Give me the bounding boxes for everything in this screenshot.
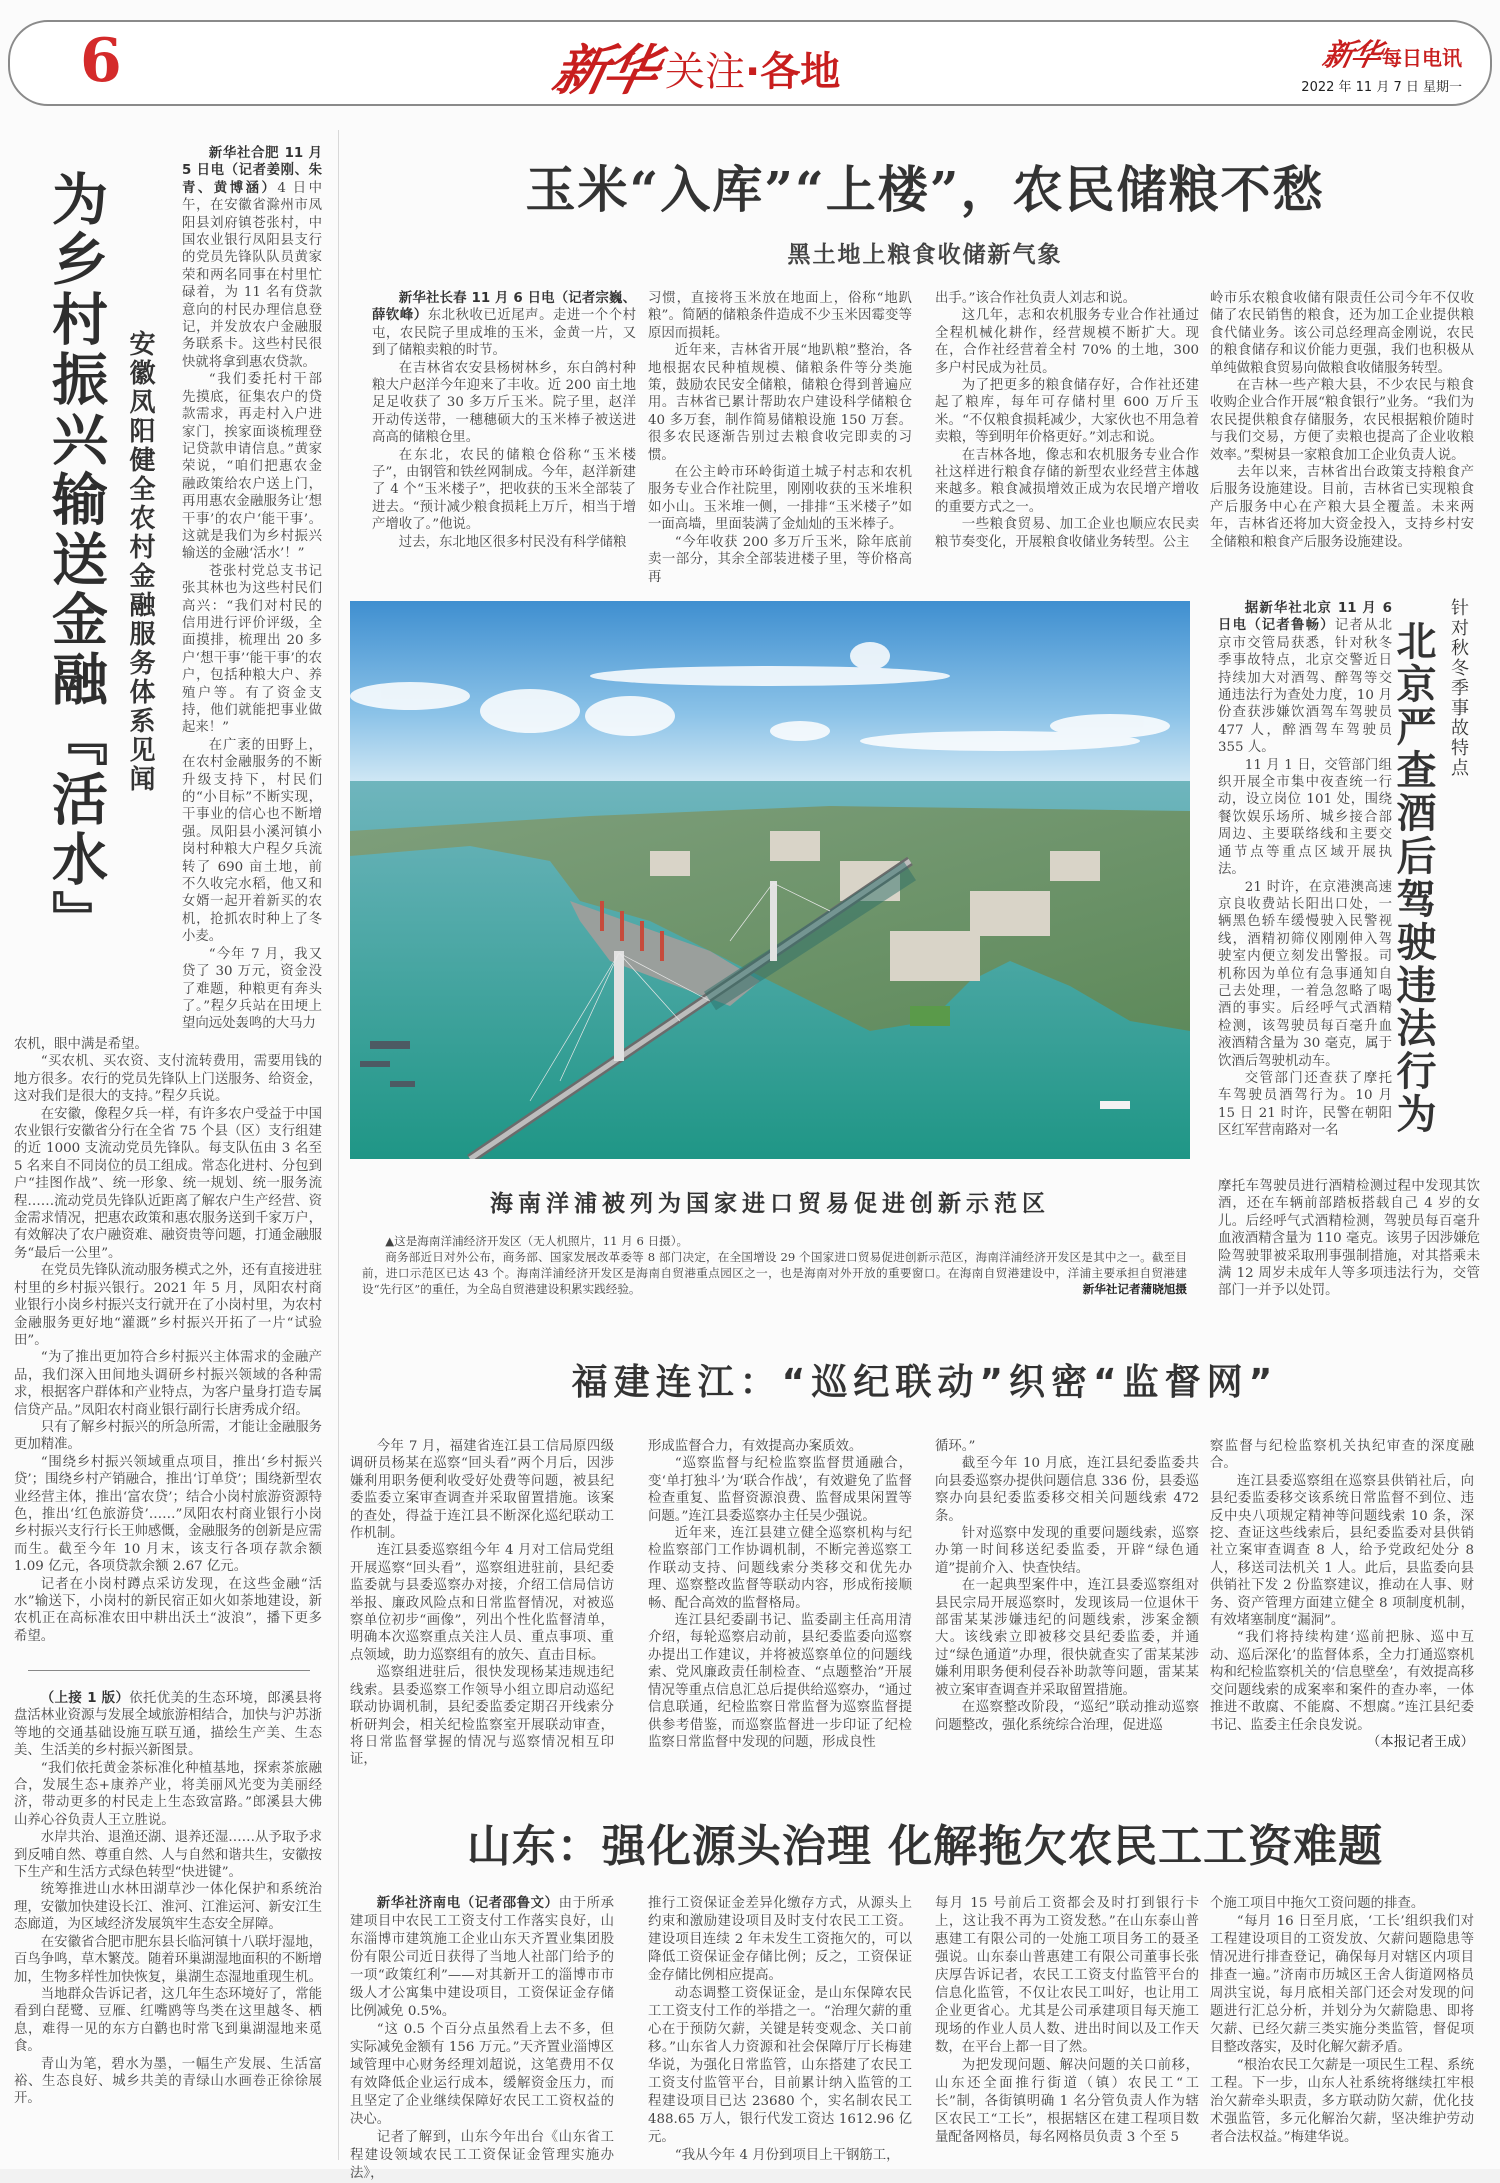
- article-beijing-body-narrow: 据新华社北京 11 月 6 日电（记者鲁畅）记者从北京市交管局获悉，针对秋冬季事故特点，北京交警近日持续加大对酒驾、醉驾等交通违法行为查处力度，10 月份查获涉嫌饮酒驾车驾驶员 477 人，醉酒驾车驾驶员 355 人。 11 月 1 日，交管部门组织开展全市集中夜查统一行动，设立岗位 101 处，围绕餐饮娱乐场所、城乡接合部周边、主要联络线和主要交通节点等重点区域开展执法。 21 时许，在京港澳高速京良收费站长阳出口处，一辆黑色轿车缓慢驶入民警视线，酒精初筛仪刚刚伸入驾驶室内便立刻发出警报。司机称因为单位有急事通知自己去处理，一着急忽略了喝酒的事实。后经呼气式酒精检测，该驾驶员每百毫升血液酒精含量为 30 毫克，属于饮酒后驾驶机动车。 交管部门还查获了摩托车驾驶员酒驾行为。10 月 15 日 21 时许，民警在朝阳区红军营南路对一名: [1218, 601, 1393, 1139]
- aerial-photo-illustration: [350, 601, 1190, 1159]
- dateline: 新华社济南电（记者邵鲁文）: [376, 1896, 559, 1911]
- article-corn-col-1: 新华社长春 11 月 6 日电（记者宗巍、薛钦峰）东北秋收已近尾声。走进一个个村屯，农民院子里成堆的玉米，金黄一片，又到了储粮卖粮的时节。 在吉林省农安县杨树林乡，东白鸽村种粮大户赵洋今年迎来了丰收。近 200 亩土地足足收获了 30 多万斤玉米。院子里，赵洋开动传送带，一穗穗硕大的玉米棒子被送进高高的储粮仓里。 在东北，农民的储粮仓俗称“玉米楼子”，由钢管和铁丝网制成。今年，赵洋新建了 4 个“玉米楼子”，把收获的玉米全部装了进去。“预计减少粮食损耗上万斤，相当于增产增收了。”他说。 过去，东北地区很多村民没有科学储粮: [372, 291, 637, 550]
- article-fujian-col-3: 循环。” 截至今年 10 月底，连江县纪委监委共向县委巡察办提供问题信息 336 份，县委巡察办向县纪委监委移交相关问题线索 472 条。 针对巡察中发现的重要问题线索，巡察办第一时间移送纪委监委，开辟“绿色通道”提前介入、快查快结。 在一起典型案件中，连江县委巡察组对县民宗局开展巡察时，发现该局一位退休干部雷某某涉嫌违纪的问题线索，涉案金额大。该线索立即被移交县纪委监委，并通过“绿色通道”办理，很快就查实了雷某某涉嫌利用职务便利侵吞补助款等问题，雷某某被立案审查调查并采取留置措施。 在巡察整改阶段，“巡纪”联动推动巡察问题整改，强化系统综合治理，促进巡: [935, 1439, 1199, 1733]
- paper-logo: 新华: [1319, 38, 1383, 73]
- article-anhui-subtitle: 安徽凤阳健全农村金融服务体系见闻: [125, 330, 155, 794]
- photo-headline: 海南洋浦被列为国家进口贸易促进创新示范区: [490, 1190, 1050, 1217]
- masthead: [8, 20, 1492, 106]
- article-fujian-col-4: 察监督与纪检监察机关执纪审查的深度融合。 连江县委巡察组在巡察县供销社后，向县纪委监委移交该系统日常监督不到位、违反中央八项规定精神等问题线索 10 条，深挖、查证这些线索后，县纪委监委对县供销社立案审查调查 8 人，给予党政纪处分 8 人，移送司法机关 1 人。此后，县监委向县供销社下发 2 份监察建议，推动在人事、财务、资产管理方面建立健全 8 项制度机制，有效堵塞制度“漏洞”。 “我们将持续构建‘巡前把脉、巡中互动、巡后深化’的监督体系，全力打通巡察机构和纪检监察机关的‘信息壁垒’，有效提高移交问题线索的成案率和案件的查办率，一体推进不敢腐、不能腐、不想腐。”连江县纪委书记、监委主任余良发说。 （本报记者王成）: [1210, 1439, 1474, 1750]
- article-fujian-col-1: 今年 7 月，福建省连江县工信局原四级调研员杨某在巡察“回头看”两个月后，因涉嫌利用职务便利收受好处费等问题，被县纪委监委立案审查调查并采取留置措施。该案的查处，得益于连江县不断深化巡纪联动工作机制。 连江县委巡察组今年 4 月对工信局党组开展巡察“回头看”，巡察组进驻前，县纪委监委就与县委巡察办对接，介绍工信局信访举报、廉政风险点和日常监督情况，对被巡察单位初步“画像”，列出个性化监督清单，明确本次巡察重点关注人员、重点事项、重点领域，助力巡察组有的放矢、直击目标。 巡察组进驻后，很快发现杨某违规违纪线索。县委巡察工作领导小组立即启动巡纪联动协调机制，县纪委监委定期召开线索分析研判会，相关纪检监察室开展联动审查，将日常监督掌握的情况与巡察情况相互印证，: [350, 1439, 614, 1768]
- article-anhui-body-wide: 农机，眼中满是希望。 “买农机、买农资、支付流转费用，需要用钱的地方很多。农行的党员先锋队上门送服务、给资金，这对我们是很大的支持。”程夕兵说。 在安徽，像程夕兵一样，有许多农户受益于中国农业银行安徽省分行在全省 75 个县（区）支行组建的近 1000 支流动党员先锋队。每支队伍由 3 名至 5 名来自不同岗位的员工组成。常态化进村、分包到户“挂图作战”、统一形象、统一规划、统一服务流程……流动党员先锋队近距离了解农户生产经营、资金需求情况，把惠农政策和惠农服务送到千家万户，有效解决了农户融资难、融资贵等问题，打通金融服务“最后一公里”。 在党员先锋队流动服务模式之外，还有直接进驻村里的乡村振兴银行。2021 年 5 月，凤阳农村商业银行小岗乡村振兴支行就开在了小岗村里，为农村金融服务更好地“灌溉”乡村振兴开拓了一片“试验田”。 “为了推出更加符合乡村振兴主体需求的金融产品，我们深入田间地头调研乡村振兴领域的各种需求，根据客户群体和产业特点，为客户量身打造专属信贷产品。”凤阳农村商业银行副行长唐秀成介绍。 只有了解乡村振兴的所急所需，才能让金融服务更加精准。 “围绕乡村振兴领域重点项目，推出‘乡村振兴贷’；围绕乡村产销融合，推出‘订单贷’；围绕新型农业经营主体，推出‘富农贷’；结合小岗村旅游资源特色，推出‘红色旅游贷’……”凤阳农村商业银行小岗乡村振兴支行行长王帅感慨，金融服务的创新是应需而生。截至今年 10 月末，该支行各项存款余额 1.09 亿元，各项贷款余额 2.67 亿元。 记者在小岗村蹲点采访发现，在这些金融“活水”输送下，小岗村的新民宿正如火如荼地建设，新农机正在高标准农田中耕出沃土“波浪”，播下更多希望。: [14, 1037, 322, 1644]
- continued-from-label: （上接 1 版）: [40, 1691, 130, 1706]
- paper-name: 每日电讯: [1382, 46, 1462, 70]
- article-shandong-col-2: 推行工资保证金差异化缴存方式，从源头上约束和激励建设项目及时支付农民工工资。建设项目连续 2 年未发生工资拖欠的，可以降低工资保证金存储比例；反之，工资保证金存储比例相应提高。 动态调整工资保证金，是山东保障农民工工资支付工作的举措之一。“治理欠薪的重心在于预防欠薪，关键是转变观念、关口前移。”山东省人力资源和社会保障厅厅长梅建华说，为强化日常监管，山东搭建了农民工工资支付监管平台，目前累计纳入监管的工程建设项目已达 23680 个，实名制农民工 488.65 万人，银行代发工资达 1612.96 亿元。 “我从今年 4 月份到项目上干钢筋工，: [648, 1896, 912, 2163]
- article-shandong-col-1: 新华社济南电（记者邵鲁文）由于所承建项目中农民工工资支付工作落实良好，山东淄博市建筑施工企业山东天齐置业集团股份有限公司近日获得了当地人社部门给予的一项“政策红利”——对其新开工的淄博市市级人才公寓集中建设项目，工资保证金存储比例减免 0.5%。 “这 0.5 个百分点虽然看上去不多，但实际减免金额有 156 万元。”天齐置业淄博区域管理中心财务经理刘超说，这笔费用不仅有效降低企业运行成本，缓解资金压力，而且坚定了企业继续保障好农民工工资权益的决心。 记者了解到，山东今年出台《山东省工程建设领域农民工工资保证金管理实施办法》，: [350, 1896, 615, 2181]
- article-shandong-headline: 山东：强化源头治理 化解拖欠农民工工资难题: [466, 1821, 1384, 1872]
- paper-brand: [1301, 30, 1462, 95]
- article-shandong-col-3: 每月 15 号前后工资都会及时打到银行卡上，这让我不再为工资发愁。”在山东泰山普惠建工有限公司的一处施工项目务工的聂圣强说。山东泰山普惠建工有限公司董事长张庆厚告诉记者，农民工工资支付监管平台的信息化监管，不仅让农民工叫好，也让用工企业更省心。尤其是公司承建项目每天施工现场的作业人员人数、进出时间以及工作天数，在平台上都一目了然。 为把发现问题、解决问题的关口前移，山东还全面推行街道（镇）农民工“工长”制，各街镇明确 1 名分管负责人作为辖区农民工“工长”，根据辖区在建工程项目数量配备网格员，每名网格员负责 3 个至 5: [935, 1896, 1199, 2145]
- dateline: 新华社合肥 11 月 5 日电（记者姜刚、朱青、黄博涵）: [182, 146, 322, 196]
- article-beijing-title: 北京严查酒后驾驶违法行为: [1390, 620, 1436, 1136]
- article-anhui-body-narrow: 新华社合肥 11 月 5 日电（记者姜刚、朱青、黄博涵）4 日中午，在安徽省滁州市凤阳县刘府镇苍张村，中国农业银行凤阳县支行的党员先锋队队员黄家荣和两名同事在村里忙碌着，为 11 名有贷款意向的村民办理信息登记，并发放农户金融服务联系卡。这些村民很快就将拿到惠农贷款。 “我们委托村干部先摸底，征集农户的贷款需求，再走村入户进家门，挨家面谈梳理登记贷款申请信息。”黄家荣说，“咱们把惠农金融政策给农户送上门，再用惠农金融服务让‘想干事’的农户‘能干事’。这就是我们为乡村振兴输送的金融‘活水’！” 苍张村党总支书记张其林也为这些村民们高兴：“我们对村民的信用进行评价评级，全面摸排，梳理出 20 多户‘想干事’‘能干事’的农户，包括种粮大户、养殖户等。有了资金支持，他们就能把事业做起来！” 在广袤的田野上，在农村金融服务的不断升级支持下，村民们的“小目标”不断实现，干事业的信心也不断增强。凤阳县小溪河镇小岗村种粮大户程夕兵流转了 690 亩土地，前不久收完水稻，他又和女婿一起开着新买的农机，抢抓农时种上了冬小麦。 “今年 7 月，我又贷了 30 万元，资金没了难题，种粮更有奔头了。”程夕兵站在田埂上望向远处轰鸣的大马力: [182, 146, 323, 1032]
- article-shandong-col-4: 个施工项目中拖欠工资问题的排查。 “每月 16 日至月底，‘工长’组织我们对工程建设项目的工资发放、欠薪问题隐患等情况进行排查登记，确保每月对辖区内项目排查一遍。”济南市历城区王舍人街道网格员周洪宝说，每月底相关部门还会对发现的问题进行汇总分析，并划分为欠薪隐患、即将欠薪、已经欠薪三类实施分类监管，督促项目整改落实，及时化解欠薪矛盾。 “根治农民工欠薪是一项民生工程、系统工程。下一步，山东人社系统将继续扛牢根治欠薪牵头职责，多方联动防欠薪，优化技术强监管，多元化解治欠薪，坚决维护劳动者合法权益。”梅建华说。: [1210, 1896, 1474, 2145]
- article-corn-subhead: 黑土地上粮食收储新气象: [787, 242, 1063, 268]
- article-corn-col-4: 岭市乐农粮食收储有限责任公司今年不仅收储了农民销售的粮食，还为加工企业提供粮食代储业务。该公司总经理高金刚说，农民的粮食储存和议价能力更强，我们也积极从单纯做粮食贸易向做粮食收储服务转型。 在吉林一些产粮大县，不少农民与粮食收购企业合作开展“粮食银行”业务。“我们为农民提供粮食存储服务，农民根据粮价随时与我们交易，方便了卖粮也提高了企业收粮效率。”梨树县一家粮食加工企业负责人说。 去年以来，吉林省出台政策支持粮食产后服务设施建设。目前，吉林省已实现粮食产后服务中心在产粮大县全覆盖。未来两年，吉林省还将加大资金投入，支持乡村安全储粮和粮食产后服务设施建设。: [1210, 291, 1474, 550]
- section-brand: [547, 28, 841, 105]
- article-fujian-credit: （本报记者王成）: [1366, 1734, 1474, 1750]
- article-fujian-headline: 福建连江：“巡纪联动”织密“监督网”: [571, 1362, 1279, 1403]
- photo-caption: ▲这是海南洋浦经济开发区（无人机照片，11 月 6 日摄）。 商务部近日对外公布，商务部、国家发展改革委等 8 部门决定，在全国增设 29 个国家进口贸易促进创新示范区，海南洋浦经济开发区是其中之一。截至目前，进口示范区已达 43 个。海南洋浦经济开发区是海南自贸港重点园区之一，也是海南对外开放的重要窗口。在海南自贸港建设中，洋浦主要承担自贸港建设“先行区”的重任，为全岛自贸港建设积累实践经验。 新华社记者蒲晓旭摄: [362, 1234, 1187, 1296]
- dateline: 据新华社北京 11 月 6 日电（记者鲁畅）: [1218, 601, 1392, 634]
- column-divider: [338, 130, 339, 2160]
- article-fujian-col-2: 形成监督合力，有效提高办案质效。 “巡察监督与纪检监察监督贯通融合，变‘单打独斗’为‘联合作战’，有效避免了监督检查重复、监督资源浪费、监督成果闲置等问题。”连江县委巡察办主任吴少强说。 近年来，连江县建立健全巡察机构与纪检监察部门工作协调机制，不断完善巡察工作联动支持、问题线索分类移交和优先办理、巡察整改监督等联动内容，形成衔接顺畅、配合高效的监督格局。 连江县纪委副书记、监委副主任高用清介绍，每轮巡察启动前，县纪委监委向巡察办提出工作建议，并将被巡察单位的问题线索、党风廉政责任制检查、“点题整治”开展情况等重点信息汇总后提供给巡察办，“通过信息联通，纪检监察日常监督为巡察监督提供参考借鉴，而巡察监督进一步印证了纪检监察日常监督中发现的问题，形成良性: [648, 1439, 912, 1750]
- article-divider: [28, 1670, 310, 1671]
- section-name: 关注·各地: [665, 49, 841, 95]
- page-number: 6: [80, 26, 122, 96]
- article-beijing-kicker: 针对秋冬季事故特点: [1448, 598, 1469, 778]
- article-corn-headline: 玉米“入库”“上楼”，农民储粮不愁: [525, 160, 1325, 219]
- article-anhui-title: 为乡村振兴输送金融『活水』: [43, 170, 109, 950]
- xinhua-logo: 新华: [547, 38, 662, 102]
- dateline: 新华社长春 11 月 6 日电（记者宗巍、薛钦峰）: [372, 291, 636, 324]
- article-continued-body: （上接 1 版）依托优美的生态环境，郎溪县将盘活林业资源与发展全域旅游相结合，加快与沪苏浙等地的交通基础设施互联互通，描绘生产美、生态美、生活美的乡村振兴新图景。 “我们依托黄金茶标准化种植基地，探索茶旅融合，发展生态+康养产业，将美丽风光变为美丽经济，带动更多的村民走上生态致富路。”郎溪县大佛山养心谷负责人王立胜说。 水岸共治、退渔还湖、退养还湿……从予取予求到反哺自然、尊重自然、人与自然和谐共生，安徽按下生产和生活方式绿色转型“快进键”。 统筹推进山水林田湖草沙一体化保护和系统治理，安徽加快建设长江、淮河、江淮运河、新安江生态廊道，为区域经济发展筑牢生态安全屏障。 在安徽省合肥市肥东县长临河镇十八联圩湿地，百鸟争鸣，草木繁茂。随着环巢湖湿地面积的不断增加，生物多样性加快恢复，巢湖生态湿地重现生机。 当地群众告诉记者，这几年生态环境好了，常能看到白琵鹭、豆雁、红嘴鸥等鸟类在这里越冬、栖息，难得一见的东方白鹳也时常飞到巢湖湿地来觅食。 青山为笔，碧水为墨，一幅生产发展、生活富裕、生态良好、城乡共美的青绿山水画卷正徐徐展开。: [14, 1691, 323, 2107]
- article-corn-col-2: 习惯，直接将玉米放在地面上，俗称“地趴粮”。简陋的储粮条件造成不少玉米因霉变等原因而损耗。 近年来，吉林省开展“地趴粮”整治，各地根据农民种植规模、储粮条件等分类施策，鼓励农民安全储粮，储粮仓得到普遍应用。吉林省已累计帮助农户建设科学储粮仓 40 多万套，制作简易储粮设施 150 万套。很多农民逐渐告别过去粮食收完即卖的习惯。 在公主岭市环岭街道土城子村志和农机服务专业合作社院里，刚刚收获的玉米堆积如小山。玉米堆一侧，一排排“玉米楼子”如一面高墙，里面装满了金灿灿的玉米棒子。 “今年收获 200 多万斤玉米，除年底前卖一部分，其余全部装进楼子里，等价格高再: [648, 291, 912, 585]
- yangpu-aerial-photo: [350, 601, 1190, 1159]
- photo-credit: 新华社记者蒲晓旭摄: [1082, 1282, 1187, 1296]
- article-corn-col-3: 出手。”该合作社负责人刘志和说。 这几年，志和农机服务专业合作社通过全程机械化耕作，经营规模不断扩大。现在，合作社经营着全村 70% 的土地，300 多户村民成为社员。 为了把更多的粮食储存好，合作社还建起了粮库，每年可存储村里 600 万斤玉米。“不仅粮食损耗减少，大家伙也不用急着卖粮，等到明年价格更好。”刘志和说。 在吉林各地，像志和农机服务专业合作社这样进行粮食存储的新型农业经营主体越来越多。粮食减损增效正成为农民增产增收的重要方式之一。 一些粮食贸易、加工企业也顺应农民卖粮节奏变化，开展粮食收储业务转型。公主: [935, 291, 1199, 550]
- article-beijing-body-wide: 摩托车驾驶员进行酒精检测过程中发现其饮酒，还在车辆前部踏板搭载自己 4 岁的女儿。后经呼气式酒精检测，驾驶员每百毫升血液酒精含量为 110 毫克。该男子因涉嫌危险驾驶罪被采取刑事强制措施，对其搭乘未满 12 周岁未成年人等多项违法行为，交管部门一并予以处罚。: [1218, 1179, 1480, 1299]
- issue-date: 2022 年 11 月 7 日 星期一: [1301, 80, 1462, 95]
